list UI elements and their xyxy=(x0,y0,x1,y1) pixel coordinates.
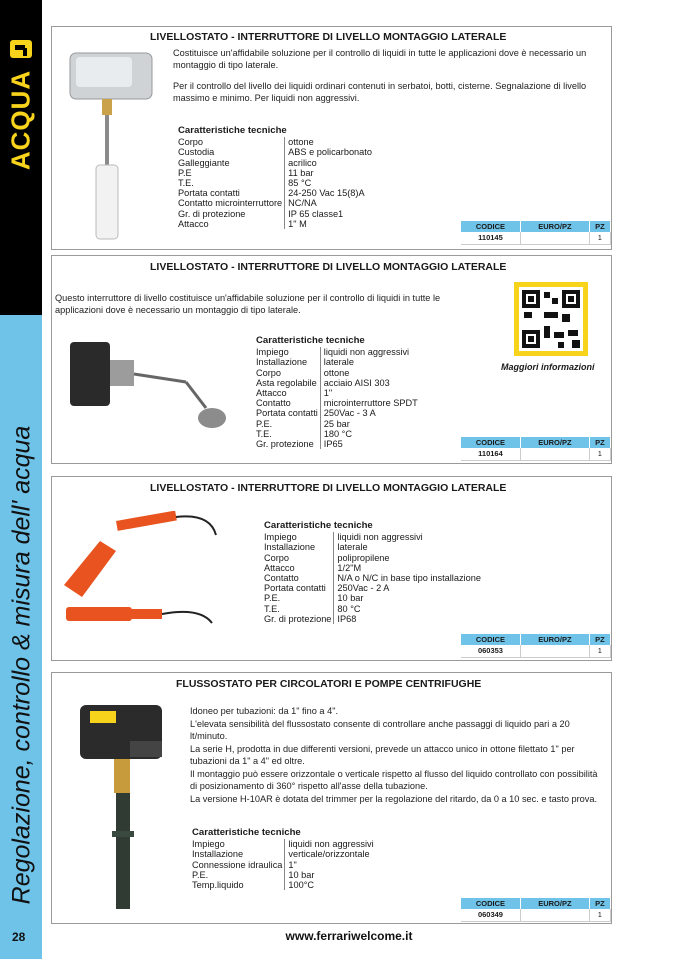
spec-row xyxy=(256,439,418,449)
spec-row xyxy=(178,137,372,147)
spec-label: T.E. xyxy=(256,428,272,439)
spec-value: 80 °C xyxy=(334,604,481,614)
code-header: CODICE xyxy=(461,221,520,232)
product-title: LIVELLOSTATO - INTERRUTTORE DI LIVELLO MONTAGGIO LATERALE xyxy=(150,261,507,273)
code-table xyxy=(461,437,611,461)
spec-row xyxy=(264,614,481,624)
spec-label: Corpo xyxy=(256,367,282,378)
spec-value: 10 bar xyxy=(334,593,481,603)
spec-row xyxy=(264,583,481,593)
product-price xyxy=(520,232,589,244)
spec-label: Portata contatti xyxy=(256,408,318,419)
spec-row xyxy=(192,860,374,870)
spec-value: 25 bar xyxy=(320,419,417,429)
spec-label: P.E. xyxy=(256,418,273,429)
price-header: EURO/PZ xyxy=(520,634,589,645)
spec-table xyxy=(178,137,372,229)
spec-value: laterale xyxy=(334,542,481,552)
spec-label: Connessione idraulica xyxy=(192,859,283,870)
spec-row xyxy=(178,209,372,219)
code-table xyxy=(461,221,611,245)
spec-label: Impiego xyxy=(264,532,297,543)
spec-label: Contatto xyxy=(256,398,291,409)
spec-value: laterale xyxy=(320,357,417,367)
spec-label: T.E. xyxy=(178,178,194,189)
qty-header: PZ xyxy=(589,221,610,232)
product-card xyxy=(51,26,612,250)
specs-title: Caratteristiche tecniche xyxy=(256,335,365,346)
product-description: Per il controllo del livello dei liquidi ordinari contenuti in serbatoi, botti, cisterne. Segnalazione di livello massimo e minimo. Per liquidi non aggressivi. xyxy=(173,81,587,104)
spec-label: Attacco xyxy=(178,218,209,229)
spec-label: T.E. xyxy=(264,603,280,614)
product-image xyxy=(70,701,170,917)
spec-label: Installazione xyxy=(192,849,244,860)
spec-label: Contatto microinterruttore xyxy=(178,198,283,209)
spec-block xyxy=(264,521,481,624)
product-description: Il montaggio può essere orizzontale o verticale rispetto al flusso del liquido controllato con possibilità di posizionamento di 360° rispetto all'asse della tubazione. xyxy=(190,769,598,792)
product-description: Idoneo per tubazioni: da 1" fino a 4". xyxy=(190,706,339,716)
spec-value: verticale/orizzontale xyxy=(285,849,374,859)
product-card xyxy=(51,255,612,464)
spec-row xyxy=(256,388,418,398)
product-title: FLUSSOSTATO PER CIRCOLATORI E POMPE CENTRIFUGHE xyxy=(176,678,482,690)
spec-label: Corpo xyxy=(178,137,204,148)
product-title: LIVELLOSTATO - INTERRUTTORE DI LIVELLO MONTAGGIO LATERALE xyxy=(150,31,507,43)
spec-label: Gr. di protezione xyxy=(264,613,332,624)
spec-table xyxy=(264,532,481,624)
spec-block xyxy=(192,828,374,890)
spec-label: Attacco xyxy=(256,388,287,399)
spec-row xyxy=(256,368,418,378)
qty-header: PZ xyxy=(589,437,610,448)
spec-label: P.E. xyxy=(192,869,209,880)
spec-row xyxy=(264,553,481,563)
spec-value: 10 bar xyxy=(285,870,374,880)
spec-label: Impiego xyxy=(256,347,289,358)
spec-row xyxy=(256,378,418,388)
qty-header: PZ xyxy=(589,898,610,909)
spec-row xyxy=(256,398,418,408)
spec-value: 180 °C xyxy=(320,429,417,439)
product-price xyxy=(520,909,589,921)
product-code: 110164 xyxy=(461,448,520,460)
price-header: EURO/PZ xyxy=(520,221,589,232)
product-code: 060353 xyxy=(461,645,520,657)
product-qty: 1 xyxy=(589,645,610,657)
spec-label: Portata contatti xyxy=(178,188,240,199)
spec-row xyxy=(178,178,372,188)
spec-row xyxy=(178,147,372,157)
product-price xyxy=(520,448,589,460)
spec-label: Installazione xyxy=(256,357,308,368)
product-description: La versione H-10AR è dotata del trimmer per la regolazione del ritardo, da 0 a 10 sec. e tasto prova. xyxy=(190,794,598,804)
spec-table xyxy=(256,347,418,449)
spec-row xyxy=(192,870,374,880)
spec-row xyxy=(264,532,481,542)
product-title: LIVELLOSTATO - INTERRUTTORE DI LIVELLO MONTAGGIO LATERALE xyxy=(150,482,507,494)
code-table xyxy=(461,634,611,658)
spec-label: Gr. di protezione xyxy=(178,208,246,219)
spec-label: Asta regolabile xyxy=(256,377,317,388)
product-image xyxy=(60,511,230,631)
product-qty: 1 xyxy=(589,909,610,921)
qr-code[interactable] xyxy=(514,282,588,356)
code-header: CODICE xyxy=(461,634,520,645)
spec-table xyxy=(192,839,374,890)
spec-value: IP 65 classe1 xyxy=(285,209,372,219)
spec-row xyxy=(178,158,372,168)
spec-label: P.E xyxy=(178,167,192,178)
section-title: Regolazione, controllo & misura dell' acqua xyxy=(7,425,36,905)
spec-value: acrilico xyxy=(285,158,372,168)
spec-value: liquidi non aggressivi xyxy=(334,532,481,542)
spec-block xyxy=(256,336,418,449)
spec-label: Impiego xyxy=(192,839,225,850)
spec-value: IP68 xyxy=(334,614,481,624)
spec-label: Galleggiante xyxy=(178,157,230,168)
product-qty: 1 xyxy=(589,232,610,244)
spec-value: 11 bar xyxy=(285,168,372,178)
spec-value: 1" M xyxy=(285,219,372,229)
spec-value: acciaio AISI 303 xyxy=(320,378,417,388)
spec-label: Temp.liquido xyxy=(192,880,244,891)
product-description: La serie H, prodotta in due differenti versioni, prevede un attacco unico in ottone filettato 1" per tubazioni da 1" a 4" ed oltre. xyxy=(190,744,575,767)
product-image xyxy=(66,47,156,247)
spec-row xyxy=(178,168,372,178)
spec-value: 1" xyxy=(285,860,374,870)
spec-row xyxy=(256,419,418,429)
spec-value: liquidi non aggressivi xyxy=(320,347,417,357)
spec-row xyxy=(264,593,481,603)
product-qty: 1 xyxy=(589,448,610,460)
spec-label: Gr. protezione xyxy=(256,439,314,450)
price-header: EURO/PZ xyxy=(520,898,589,909)
code-header: CODICE xyxy=(461,437,520,448)
spec-row xyxy=(192,839,374,849)
spec-value: ottone xyxy=(320,368,417,378)
spec-value: N/A o N/C in base tipo installazione xyxy=(334,573,481,583)
spec-value: 250Vac - 3 A xyxy=(320,408,417,418)
tap-icon xyxy=(8,36,34,62)
spec-value: polipropilene xyxy=(334,553,481,563)
spec-row xyxy=(256,347,418,357)
category-label: ACQUA xyxy=(5,69,36,171)
spec-row xyxy=(264,542,481,552)
spec-value: liquidi non aggressivi xyxy=(285,839,374,849)
specs-title: Caratteristiche tecniche xyxy=(264,520,373,531)
product-code: 060349 xyxy=(461,909,520,921)
spec-label: P.E. xyxy=(264,593,281,604)
spec-value: ottone xyxy=(285,137,372,147)
spec-label: Installazione xyxy=(264,542,316,553)
spec-value: 100°C xyxy=(285,880,374,890)
spec-label: Portata contatti xyxy=(264,583,326,594)
spec-value: microinterruttore SPDT xyxy=(320,398,417,408)
specs-title: Caratteristiche tecniche xyxy=(178,125,287,136)
product-description: Questo interruttore di livello costituisce un'affidabile soluzione per il controllo di liquidi in tutte le applicazioni dove è necessario un montaggio di tipo laterale. xyxy=(55,293,441,316)
qr-caption[interactable]: Maggiori informazioni xyxy=(501,362,595,372)
spec-block xyxy=(178,126,372,229)
page-number: 28 xyxy=(12,930,26,944)
spec-row xyxy=(192,849,374,859)
spec-row xyxy=(264,604,481,614)
spec-row xyxy=(178,188,372,198)
spec-label: Attacco xyxy=(264,562,295,573)
spec-value: 85 °C xyxy=(285,178,372,188)
spec-value: 1/2"M xyxy=(334,563,481,573)
spec-value: ABS e policarbonato xyxy=(285,147,372,157)
spec-value: IP65 xyxy=(320,439,417,449)
specs-title: Caratteristiche tecniche xyxy=(192,827,301,838)
code-table xyxy=(461,898,611,922)
price-header: EURO/PZ xyxy=(520,437,589,448)
website-link[interactable]: www.ferrariwelcome.it xyxy=(285,929,413,943)
product-price xyxy=(520,645,589,657)
spec-value: 1" xyxy=(320,388,417,398)
product-image xyxy=(66,338,246,438)
spec-row xyxy=(178,198,372,208)
spec-label: Custodia xyxy=(178,147,215,158)
spec-row xyxy=(192,880,374,890)
product-code: 110145 xyxy=(461,232,520,244)
spec-label: Contatto xyxy=(264,573,299,584)
product-description: Costituisce un'affidabile soluzione per il controllo di liquidi in tutte le applicazioni dove è necessario un montaggio di tipo laterale. xyxy=(173,48,587,71)
spec-value: 250Vac - 2 A xyxy=(334,583,481,593)
product-description: L'elevata sensibilità del flussostato consente di controllare anche passaggi di liquido pari a 20 lt/minuto. xyxy=(190,719,570,742)
spec-row xyxy=(264,563,481,573)
spec-row xyxy=(256,429,418,439)
spec-row xyxy=(256,357,418,367)
code-header: CODICE xyxy=(461,898,520,909)
spec-row xyxy=(264,573,481,583)
product-card xyxy=(51,672,612,924)
spec-row xyxy=(178,219,372,229)
spec-row xyxy=(256,408,418,418)
spec-value: 24-250 Vac 15(8)A xyxy=(285,188,372,198)
qty-header: PZ xyxy=(589,634,610,645)
spec-label: Corpo xyxy=(264,552,290,563)
product-card xyxy=(51,476,612,661)
spec-value: NC/NA xyxy=(285,198,372,208)
